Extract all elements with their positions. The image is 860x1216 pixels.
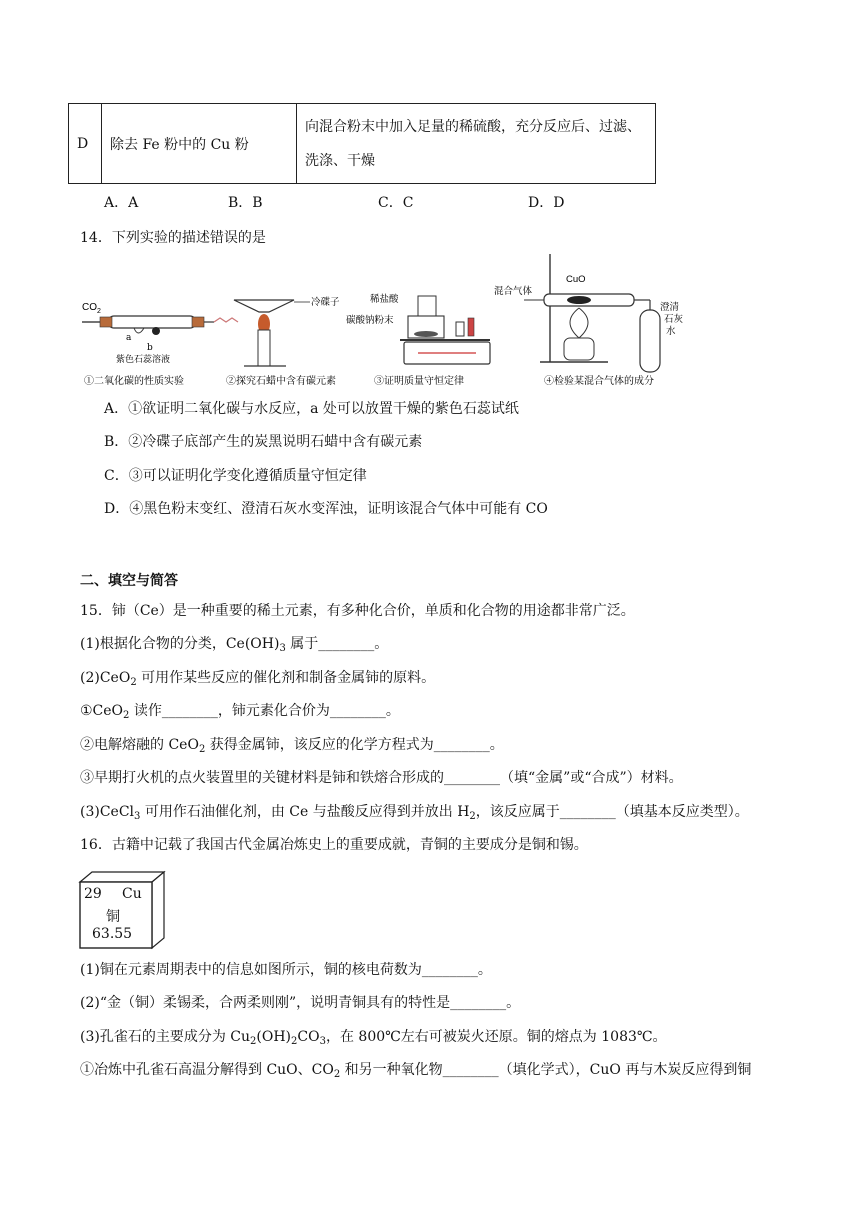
q15-stem: 15．铈（Ce）是一种重要的稀土元素，有多种化合价，单质和化合物的用途都非常广泛。 (80, 603, 635, 619)
q14-apparatus-svg (74, 250, 684, 392)
q15-part2-i: ①CeO$_2$ 读作________，铈元素化合价为________。 (80, 703, 400, 721)
co2-experiment-diagram (82, 302, 238, 387)
label-a: a (126, 333, 132, 343)
cold-dish (234, 300, 294, 312)
row-method-line2: 洗涤、干燥 (305, 152, 375, 169)
element-card-copper (78, 870, 166, 950)
q14-option-b[interactable]: B．②冷碟子底部产生的炭黑说明石蜡中含有碳元素 (104, 434, 423, 450)
q16-stem: 16．古籍中记载了我国古代金属冶炼史上的重要成就，青铜的主要成分是铜和锡。 (80, 837, 588, 853)
table-row (69, 104, 656, 184)
q13-option-c[interactable]: C．C (378, 195, 414, 211)
element-name: 铜 (106, 909, 120, 925)
atomic-mass: 63.55 (92, 926, 133, 942)
candle-experiment-diagram (226, 296, 340, 387)
q16-part3-i: ①冶炼中孔雀石高温分解得到 CuO、$CO_2$ 和另一种氧化物________（填化学式），CuO 再与木炭反应得到铜 (80, 1062, 752, 1080)
litmus-label: 紫色石蕊溶液 (116, 355, 171, 365)
q14-option-a[interactable]: A．①欲证明二氧化碳与水反应，a 处可以放置干燥的紫色石蕊试纸 (104, 401, 519, 417)
alcohol-lamp-flame (570, 308, 588, 338)
limewater-label-3: 水 (666, 326, 676, 337)
q15-part2-ii: ②电解熔融的 CeO$_2$ 获得金属铈，该反应的化学方程式为________。 (80, 737, 504, 755)
alcohol-lamp (564, 338, 594, 360)
caption-1: ①二氧化碳的性质实验 (84, 376, 184, 387)
limewater-tube (640, 310, 660, 372)
element-symbol: Cu (122, 886, 142, 902)
limewater-label-1: 澄清 (660, 302, 680, 313)
glass-tube (108, 316, 196, 328)
caption-4: ④检验某混合气体的成分 (544, 376, 654, 387)
row-method-line1: 向混合粉末中加入足量的稀硫酸，充分反应后、过滤、 (305, 118, 641, 135)
row-label: D (69, 104, 102, 184)
q15-part3: (3)CeCl$_3$ 可用作石油催化剂，由 Ce 与盐酸反应得到并放出 $H_2$，该反应属于________（填基本反应类型）。 (80, 804, 749, 822)
q16-part2: (2)“金（铜）柔锡柔，合两柔则刚”，说明青铜具有的特性是________。 (80, 995, 521, 1011)
row-purpose: 除去 Fe 粉中的 Cu 粉 (102, 104, 297, 184)
q15-part2: (2)CeO$_2$ 可用作某些反应的催化剂和制备金属铈的原料。 (80, 670, 436, 688)
candle (258, 330, 270, 366)
q14-option-d[interactable]: D．④黑色粉末变红、澄清石灰水变浑浊，证明该混合气体中可能有 CO (104, 501, 548, 517)
gas-test-diagram (494, 254, 684, 387)
label-b: b (147, 343, 153, 353)
q16-part3: (3)孔雀石的主要成分为 $Cu_2(OH)_2CO_3$，在 800℃左右可被炭火还原。铜的熔点为 1083℃。 (80, 1029, 667, 1047)
section-title: 二、填空与简答 (80, 573, 178, 589)
dilute-hcl-label: 稀盐酸 (370, 294, 399, 305)
q13-option-a[interactable]: A．A (104, 195, 139, 211)
co2-label: $CO_2$ (82, 302, 101, 315)
q15-part1: (1)根据化合物的分类，$Ce(OH)_3$ 属于________。 (80, 636, 389, 654)
caption-3: ③证明质量守恒定律 (374, 376, 464, 387)
q13-option-b[interactable]: B．B (228, 195, 263, 211)
balance-experiment-diagram (346, 293, 490, 387)
q16-part1: (1)铜在元素周期表中的信息如图所示，铜的核电荷数为________。 (80, 962, 492, 978)
atomic-number: 29 (84, 886, 102, 902)
limewater-label-2: 石灰 (664, 314, 684, 325)
litmus-drop (152, 327, 160, 335)
options-table (68, 103, 656, 184)
q14-figure (74, 250, 684, 392)
caption-2: ②探究石蜡中含有碳元素 (226, 376, 336, 387)
q14-stem: 14．下列实验的描述错误的是 (80, 230, 266, 246)
q14-option-c[interactable]: C．③可以证明化学变化遵循质量守恒定律 (104, 468, 367, 484)
row-method (297, 104, 656, 184)
q15-part2-iii: ③早期打火机的点火装置里的关键材料是铈和铁熔合形成的________（填“金属”或“合成”）材料。 (80, 770, 683, 786)
q13-option-d[interactable]: D．D (528, 195, 565, 211)
cuo-label: CuO (566, 274, 586, 285)
na2co3-label: 碳酸钠粉末 (346, 315, 394, 326)
cuo-powder (567, 296, 591, 304)
mixed-gas-label: 混合气体 (494, 286, 533, 297)
cold-dish-label: 冷碟子 (311, 297, 340, 308)
